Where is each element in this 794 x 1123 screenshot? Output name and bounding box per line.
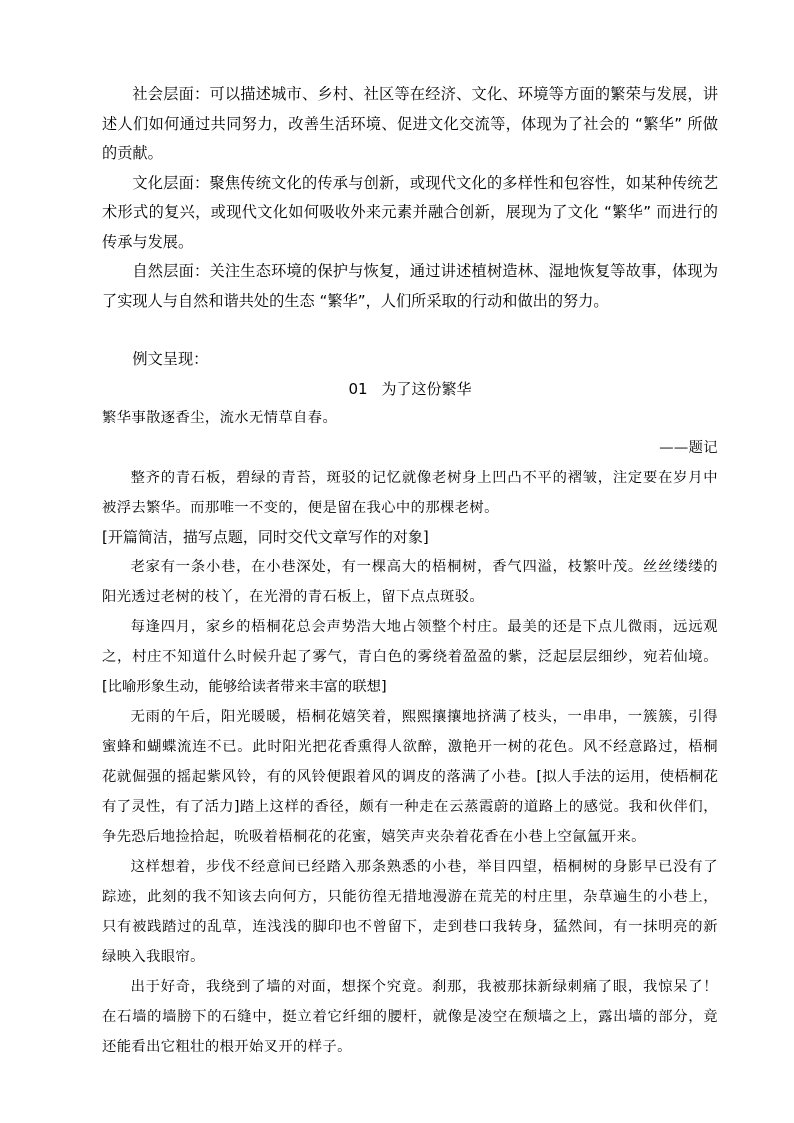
spacer — [102, 316, 718, 345]
essay-title — [102, 375, 718, 403]
culture-level-paragraph: 文化层面：聚焦传统文化的传承与创新，或现代文化的多样性和包容性，如某种传统艺术形式的复兴，或现代文化如何吸收外来元素并融合创新，展现为了文化 “繁华” 而进行的传承与发展。 — [102, 173, 718, 251]
essay-paragraph-4-part-b: 踏上这样的香径，颇有一种走在云蒸霞蔚的道路上的感觉。我和伙伴们，争先恐后地捡拾起，吮吸着梧桐花的花蜜，嬉笑声夹杂着花香在小巷上空氤氲开来。 — [102, 799, 718, 845]
annotation-note-3: [拟人手法的运用，使梧桐花有了灵性，有了活力] — [102, 769, 718, 815]
essay-paragraph-4 — [102, 702, 718, 852]
example-heading: 例文呈现： — [132, 350, 209, 368]
document-page — [102, 80, 718, 1062]
essay-paragraph-4-part-a: 无雨的午后，阳光暖暖，梧桐花嬉笑着，熙熙攘攘地挤满了枝头，一串串，一簇簇，引得蜜蜂和蝴蝶流连不已。此时阳光把花香熏得人欲醉，激艳开一树的花色。风不经意路过，梧桐花就倔强的摇起紫风铃，有的风铃便跟着风的调皮的落满了小巷。 — [102, 709, 718, 785]
essay-paragraph-3-text: 每逢四月，家乡的梧桐花总会声势浩大地占领整个村庄。最美的还是下点儿微雨，远远观之，村庄不知道什么时候升起了雾气，青白色的雾绕着盈盈的紫，泛起层层细纱，宛若仙境。 — [102, 619, 718, 665]
annotation-note-2: [比喻形象生动，能够给读者带来丰富的联想] — [102, 679, 387, 695]
social-level-paragraph: 社会层面：可以描述城市、乡村、社区等在经济、文化、环境等方面的繁荣与发展，讲述人们如何通过共同努力，改善生活环境、促进文化交流等，体现为了社会的 “繁华” 所做的贡献。 — [102, 85, 718, 162]
epigraph-source: ——题记 — [659, 439, 718, 456]
nature-level-paragraph: 自然层面：关注生态环境的保护与恢复，通过讲述植树造林、湿地恢复等故事，体现为了实现人与自然和谐共处的生态 “繁华”，人们所采取的行动和做出的努力。 — [102, 262, 718, 310]
essay-paragraph-3 — [102, 612, 718, 702]
essay-paragraph-5: 这样想着，步伐不经意间已经踏入那条熟悉的小巷，举目四望，梧桐树的身影早已没有了踪迹，此刻的我不知该去向何方，只能彷徨无措地漫游在荒芜的村庄里，杂草遍生的小巷上，只有被践踏过的乱草，连浅浅的脚印也不曾留下，走到巷口我转身，猛然间，有一抹明亮的新绿映入我眼帘。 — [102, 859, 718, 965]
essay-title-text: 为了这份繁华 — [381, 379, 472, 398]
annotation-note-1: [开篇简洁，描写点题，同时交代文章写作的对象] — [102, 527, 429, 546]
essay-paragraph-1: 整齐的青石板，碧绿的青苔，斑驳的记忆就像老树身上凹凸不平的褶皱，注定要在岁月中被浮去繁华。而那唯一不变的，便是留在我心中的那棵老树。 — [102, 469, 718, 516]
essay-epigraph: 繁华事散逐香尘，流水无情草自春。 — [102, 409, 338, 426]
essay-paragraph-2: 老家有一条小巷，在小巷深处，有一棵高大的梧桐树，香气四溢，枝繁叶茂。丝丝缕缕的阳光透过老树的枝丫，在光滑的青石板上，留下点点斑驳。 — [102, 559, 718, 605]
essay-number: 01 — [348, 379, 368, 398]
essay-paragraph-6: 出于好奇，我绕到了墙的对面，想探个究竟。刹那，我被那抹新绿刺痛了眼，我惊呆了！在石墙的墙膀下的石缝中，挺立着它纤细的腰杆，就像是凌空在颓墙之上，露出墙的部分，竟还能看出它粗壮的根开始叉开的样子。 — [102, 979, 718, 1055]
